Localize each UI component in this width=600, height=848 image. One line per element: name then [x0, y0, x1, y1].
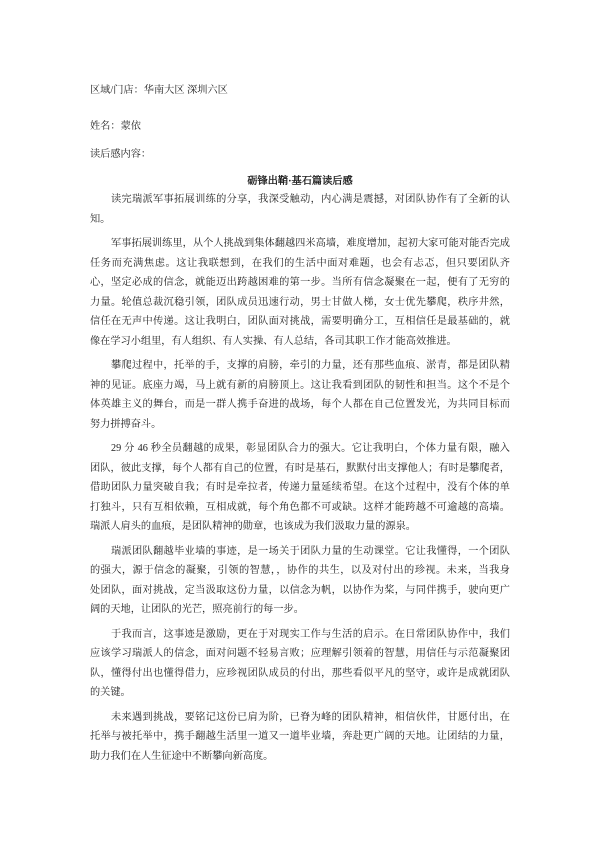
text-line: 攀爬过程中，托举的手，支撑的肩膀，牵引的力量，还有那些血痕、淤青，都是团队精: [111, 360, 510, 371]
text-line: 像在学习小组里，有人组织、有人实操、有人总结，各司其职工作才能高效推进。: [90, 335, 457, 347]
paragraph: [90, 356, 510, 434]
paragraph: [90, 190, 510, 229]
text-line: 借助团队力量突破自我；有时是牵拉者，传递力量延续希望。在这个过程中，没有个体的单: [90, 482, 510, 493]
paragraph: [90, 708, 510, 767]
text-line: 神的见证。底座力竭，马上就有新的肩膀顶上。这让我看到团队的韧性和担当。这个不是个: [90, 379, 510, 391]
text-line: 29 分 46 秒全员翻越的成果，彰显团队合力的强大。它让我明白，个体力量有限，融入: [111, 443, 510, 454]
text-line: 应该学习瑞派人的信念，面对问题不轻易言败；应理解引领着的智慧，用信任与示范凝聚团: [90, 648, 510, 659]
text-line: 知。: [90, 213, 111, 225]
name-value: 蒙依: [120, 121, 141, 132]
text-line: 队，懂得付出也懂得借力，应珍视团队成员的付出，那些看似平凡的坚守，或许是成就团队: [90, 667, 510, 679]
content-label: 读后感内容：: [90, 149, 152, 160]
text-line: 团队，彼此支撑，每个人都有自己的位置，有时是基石，默默付出支撑他人；有时是攀爬者，: [90, 462, 510, 474]
paragraph: [90, 439, 510, 537]
article-body: [90, 190, 510, 771]
text-line: 军事拓展训练里，从个人挑战到集体翻越四米高墙，难度增加，起初大家可能对能否完成: [111, 238, 510, 249]
region-store-field: [90, 81, 228, 101]
text-line: 努力拼搏奋斗。: [90, 418, 162, 430]
name-field: [90, 117, 141, 137]
text-line: 瑞派人肩头的血痕，是团队精神的勋章，也该成为我们汲取力量的源泉。: [90, 521, 416, 532]
text-line: 任务而充满焦虑。这让我联想到，在我们的生活中面对难题，也会有忐忑，但只要团队齐: [90, 257, 510, 269]
text-line: 的关键。: [90, 687, 131, 698]
text-line: 的强大，源于信念的凝聚，引领的智慧，，协作的共生，以及对付出的珍视。未来，当我身: [90, 565, 510, 576]
name-label: 姓名：: [90, 121, 121, 132]
paragraph: [90, 234, 510, 351]
paragraph: [90, 542, 510, 620]
region-store-label: 区域/门店：: [90, 85, 144, 96]
text-line: 未来遇到挑战，要铭记这份已肩为阶，已脊为峰的团队精神，相信伙伴，甘愿付出，在: [111, 711, 510, 723]
article-title: 砺锋出鞘·基石篇读后感: [247, 176, 353, 187]
text-line: 体英雄主义的舞台，而是一群人携手奋进的战场，每个人都在自己位置发光，为共同目标而: [90, 399, 510, 410]
text-line: 于我而言，这事迹是激励，更在于对现实工作与生活的启示。在日常团队协作中，我们: [111, 628, 510, 640]
text-line: 托举与被托举中，携手翻越生活里一道又一道毕业墙，奔赴更广阔的天地。让团结的力量，: [90, 731, 510, 742]
text-line: 心，坚定必成的信念，就能迈出跨越困难的第一步。当所有信念凝聚在一起，便有了无穷的: [90, 277, 510, 288]
paragraph: [90, 625, 510, 703]
text-line: 信任在无声中传递。这让我明白，团队面对挑战，需要明确分工，互相信任是最基础的，就: [90, 316, 510, 327]
text-line: 助力我们在人生征途中不断攀向新高度。: [90, 750, 274, 762]
text-line: 阔的天地，让团队的光芒，照亮前行的每一步。: [90, 604, 304, 615]
text-line: 力量。轮值总裁沉稳引领，团队成员迅速行动，男士甘做人梯，女士优先攀爬，秩序井然，: [90, 296, 510, 308]
text-line: 打独斗，只有互相依赖，互相成就，每个角色都不可或缺。这样才能跨越不可逾越的高墙。: [90, 501, 510, 513]
text-line: 读完瑞派军事拓展训练的分享，我深受触动，内心满是震撼，对团队协作有了全新的认: [111, 194, 510, 205]
text-line: 瑞派团队翻越毕业墙的事迹，是一场关于团队力量的生动课堂。它让我懂得，一个团队: [111, 545, 510, 557]
region-store-value: 华南大区 深圳六区: [143, 85, 228, 96]
text-line: 处团队，面对挑战，定当汲取这份力量，以信念为帆，以协作为桨，与同伴携手，驶向更广: [90, 584, 510, 596]
